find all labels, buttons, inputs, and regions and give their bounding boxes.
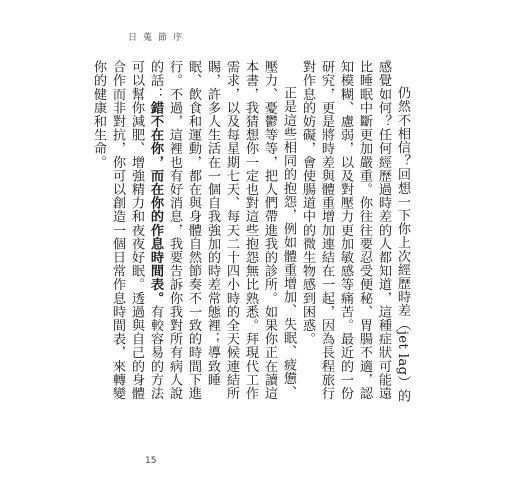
vertical-text-body <box>91 60 412 405</box>
paragraph-jet-lag <box>298 60 412 405</box>
paragraph-1-text-b: ）的感覺如何？任何經歷過時差的人都知道，這種症狀可能遠比睡眠中斷更加嚴重。你往往要忍受便秘、胃腸不適，認知模糊、慮弱，以及對壓力更加敏感等痛苦。最近的一份研究，更是將時差與體重增加連結在一起，因為長程旅行對作息的妨礙，會使腸道中的微生物感到困惑。 <box>300 60 410 404</box>
paragraph-complaints <box>89 60 298 405</box>
paragraph-2-emphasis: 錯不在你，而在你的作息時間表。 <box>148 100 163 305</box>
running-header: 日蒐節序 <box>128 33 189 43</box>
page-number: 15 <box>145 456 157 466</box>
paragraph-2-text-a: 正是這些相同的抱怨，例如體重增加、失眠、疲憊、壓力、憂鬱等等，把人們帶進我的診所。如果你正在讀這本書，我猜想你一定也對這些抱怨無比熟悉。拜現代工作需求，以及每星期七天、每天二十四小時的全天候連結所賜，許多人生活在一個自我強加的時差常態裡；導致睡眠、飲食和運動，都在與身體自然節奏不一致的時間下進行。不過，這裡也有好消息，我要告訴你我對所有病人說的話： <box>148 60 296 400</box>
paragraph-1-text-a: 仍然不相信？回想一下你上次經歷時差（ <box>395 86 410 332</box>
paragraph-2-text-b: 有較容易的方法可以幫你減肥、增強精力和夜夜好眠。透過與自己的身體合作而非對抗，你可以創造一個日常作息時間表，來轉變你的健康和生命。 <box>91 60 163 401</box>
paragraph-1-latin-term: jet lag <box>395 331 410 376</box>
